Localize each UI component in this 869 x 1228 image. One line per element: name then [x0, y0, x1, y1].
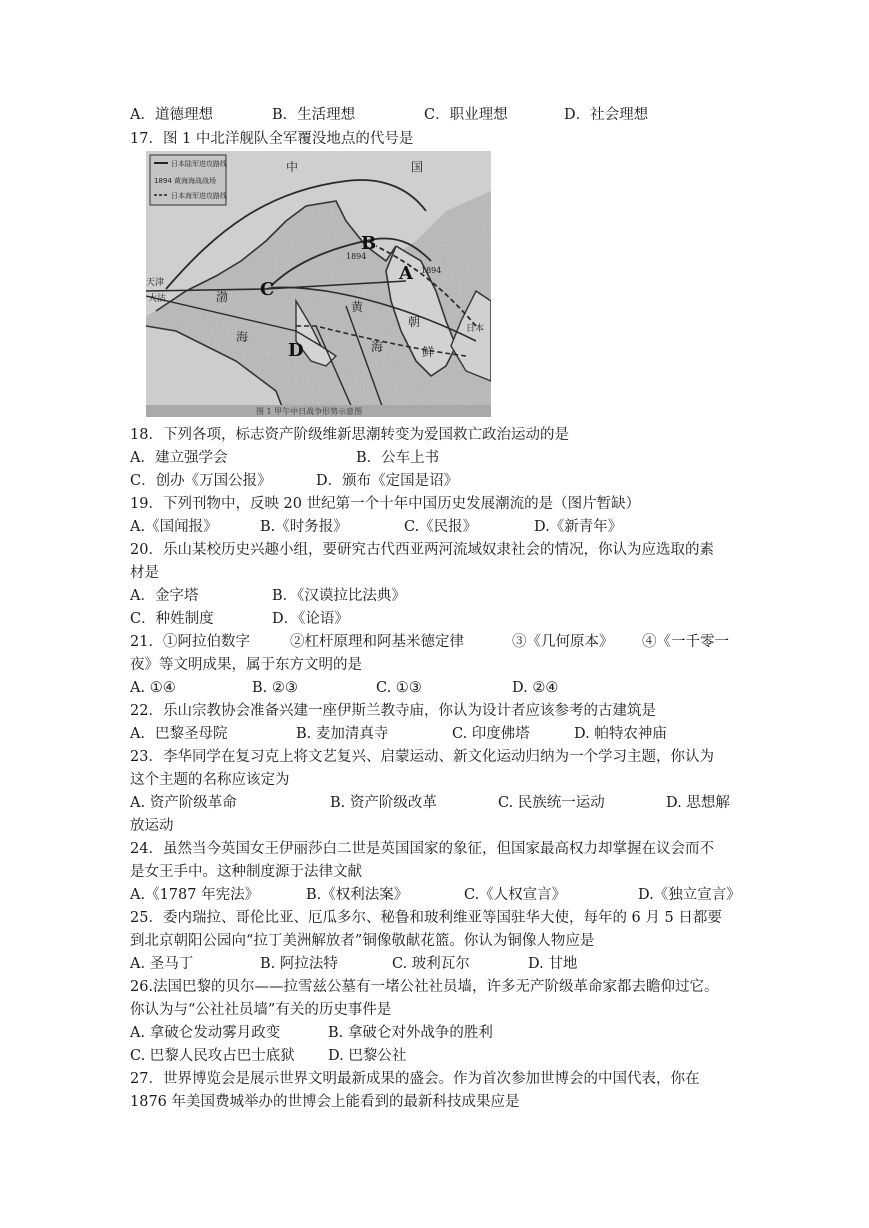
- q18-stem: 18．下列各项，标志资产阶级维新思潮转变为爱国救亡政治运动的是: [130, 427, 569, 443]
- q19-option-c: C.《民报》: [404, 519, 478, 535]
- place-hai-1: 海: [236, 330, 249, 344]
- q20-option-a: A．金字塔: [130, 588, 199, 604]
- place-1894-a: 1894: [346, 252, 367, 261]
- q23-stem-line2: 这个主题的名称应该定为: [130, 772, 290, 788]
- q25-stem-line1: 25．委内瑞拉、哥伦比亚、厄瓜多尔、秘鲁和玻利维亚等国驻华大使，每年的 6 月 5 日都要: [130, 910, 722, 926]
- q21-option-c: C. ①③: [376, 680, 422, 696]
- q16-option-a: A．道德理想: [130, 107, 213, 123]
- q16-option-d: D．社会理想: [564, 107, 649, 123]
- q24-option-b: B.《权利法案》: [306, 887, 409, 903]
- q25-option-b: B. 阿拉法特: [260, 956, 338, 972]
- place-tianjin: 天津: [146, 278, 165, 288]
- q23-stem-line1: 23．李华同学在复习克上将文艺复兴、启蒙运动、新文化运动归纳为一个学习主题，你认为: [130, 749, 714, 765]
- place-hai-2: 海: [371, 340, 384, 354]
- q22-option-b: B. 麦加清真寺: [296, 726, 389, 742]
- q19-option-a: A.《国闻报》: [130, 519, 218, 535]
- q24-option-a: A.《1787 年宪法》: [130, 887, 260, 903]
- q24-stem-line1: 24．虽然当今英国女王伊丽莎白二世是英国国家的象征，但国家最高权力却掌握在议会而不: [130, 841, 714, 857]
- q18-option-c: C．创办《万国公报》: [130, 473, 272, 489]
- q26-option-d: D. 巴黎公社: [328, 1048, 407, 1064]
- legend-army-text: 日本陆军进攻路线: [171, 160, 227, 168]
- q18-option-b: B．公车上书: [356, 450, 440, 466]
- place-1894-b: 1894: [421, 266, 442, 275]
- q26-stem-line2: 你认为与“公社社员墙”有关的历史事件是: [130, 1002, 392, 1018]
- q18-option-a: A．建立强学会: [130, 450, 228, 466]
- place-dagu: 大沽: [148, 294, 167, 304]
- place-huang: 黄: [351, 300, 364, 314]
- place-zhong: 中: [286, 160, 299, 174]
- map-label-d: D: [288, 340, 304, 361]
- map-label-a: A: [399, 263, 413, 284]
- q26-option-b: B. 拿破仑对外战争的胜利: [328, 1025, 493, 1041]
- q20-option-b: B．《汉谟拉比法典》: [272, 588, 406, 604]
- q20-option-c: C．种姓制度: [130, 611, 214, 627]
- map-caption: 图 1 甲午中日战争形势示意图: [256, 407, 363, 416]
- q24-option-c: C.《人权宣言》: [464, 887, 567, 903]
- q25-option-d: D. 甘地: [528, 956, 578, 972]
- place-bo: 渤: [216, 290, 229, 304]
- q27-stem-line1: 27．世界博览会是展示世界文明最新成果的盛会。作为首次参加世博会的中国代表，你在: [130, 1071, 700, 1087]
- q17-stem: 17．图 1 中北洋舰队全军覆没地点的代号是: [130, 131, 414, 147]
- q21-item-1: 21．①阿拉伯数字: [130, 634, 250, 650]
- q23-option-d-cont: 放运动: [130, 818, 174, 834]
- q19-option-b: B.《时务报》: [260, 519, 348, 535]
- q23-option-a: A. 资产阶级革命: [130, 795, 237, 811]
- q21-item-3: ③《几何原本》: [512, 634, 614, 650]
- q20-option-d: D．《论语》: [272, 611, 349, 627]
- q26-option-c: C. 巴黎人民攻占巴士底狱: [130, 1048, 295, 1064]
- place-guo: 国: [411, 160, 424, 174]
- q21-option-a: A. ①④: [130, 680, 176, 696]
- map-label-b: B: [361, 233, 377, 254]
- q25-option-a: A. 圣马丁: [130, 956, 194, 972]
- q22-option-d: D. 帕特农神庙: [574, 726, 667, 742]
- q23-option-c: C. 民族统一运动: [498, 795, 605, 811]
- q21-option-d: D. ②④: [512, 680, 559, 696]
- sino-japanese-war-map: [146, 151, 491, 417]
- place-xian: 鲜: [422, 345, 435, 359]
- q23-option-d: D. 思想解: [666, 795, 730, 811]
- q27-stem-line2: 1876 年美国费城举办的世博会上能看到的最新科技成果应是: [130, 1094, 520, 1110]
- q25-option-c: C. 玻利瓦尔: [392, 956, 470, 972]
- place-japan: 日本: [466, 324, 485, 334]
- q21-option-b: B. ②③: [252, 680, 298, 696]
- place-chao: 朝: [408, 315, 421, 329]
- q16-option-b: B．生活理想: [272, 107, 356, 123]
- legend-navy-text: 日本海军进攻路线: [171, 192, 227, 200]
- q20-stem-line2: 材是: [130, 565, 159, 581]
- q18-option-d: D．颁布《定国是诏》: [316, 473, 459, 489]
- q21-item-4: ④《一千零一: [642, 634, 729, 650]
- q22-stem: 22．乐山宗教协会准备兴建一座伊斯兰教寺庙，你认为设计者应该参考的古建筑是: [130, 703, 656, 719]
- map-label-c: C: [260, 279, 275, 300]
- q26-option-a: A. 拿破仑发动雾月政变: [130, 1025, 281, 1041]
- q22-option-a: A．巴黎圣母院: [130, 726, 228, 742]
- q25-stem-line2: 到北京朝阳公园向“拉丁美洲解放者”铜像敬献花篮。你认为铜像人物应是: [130, 933, 595, 949]
- q20-stem-line1: 20．乐山某校历史兴趣小组，要研究古代西亚两河流域奴隶社会的情况，你认为应选取的素: [130, 542, 714, 558]
- q19-stem: 19．下列刊物中，反映 20 世纪第一个十年中国历史发展潮流的是（图片暂缺）: [130, 496, 641, 512]
- q19-option-d: D.《新青年》: [534, 519, 623, 535]
- legend-battlefield-text: 1894 黄海海战战场: [154, 177, 217, 185]
- q21-item-2: ②杠杆原理和阿基米德定律: [290, 634, 464, 650]
- q16-option-c: C．职业理想: [424, 107, 508, 123]
- q21-stem-line2: 夜》等文明成果，属于东方文明的是: [130, 657, 362, 673]
- q24-stem-line2: 是女王手中。这种制度源于法律文献: [130, 864, 362, 880]
- q26-stem-line1: 26.法国巴黎的贝尔——拉雪兹公墓有一堵公社社员墙，许多无产阶级革命家都去瞻仰过它。: [130, 979, 719, 995]
- q23-option-b: B. 资产阶级改革: [330, 795, 437, 811]
- q22-option-c: C. 印度佛塔: [452, 726, 530, 742]
- q24-option-d: D.《独立宣言》: [638, 887, 741, 903]
